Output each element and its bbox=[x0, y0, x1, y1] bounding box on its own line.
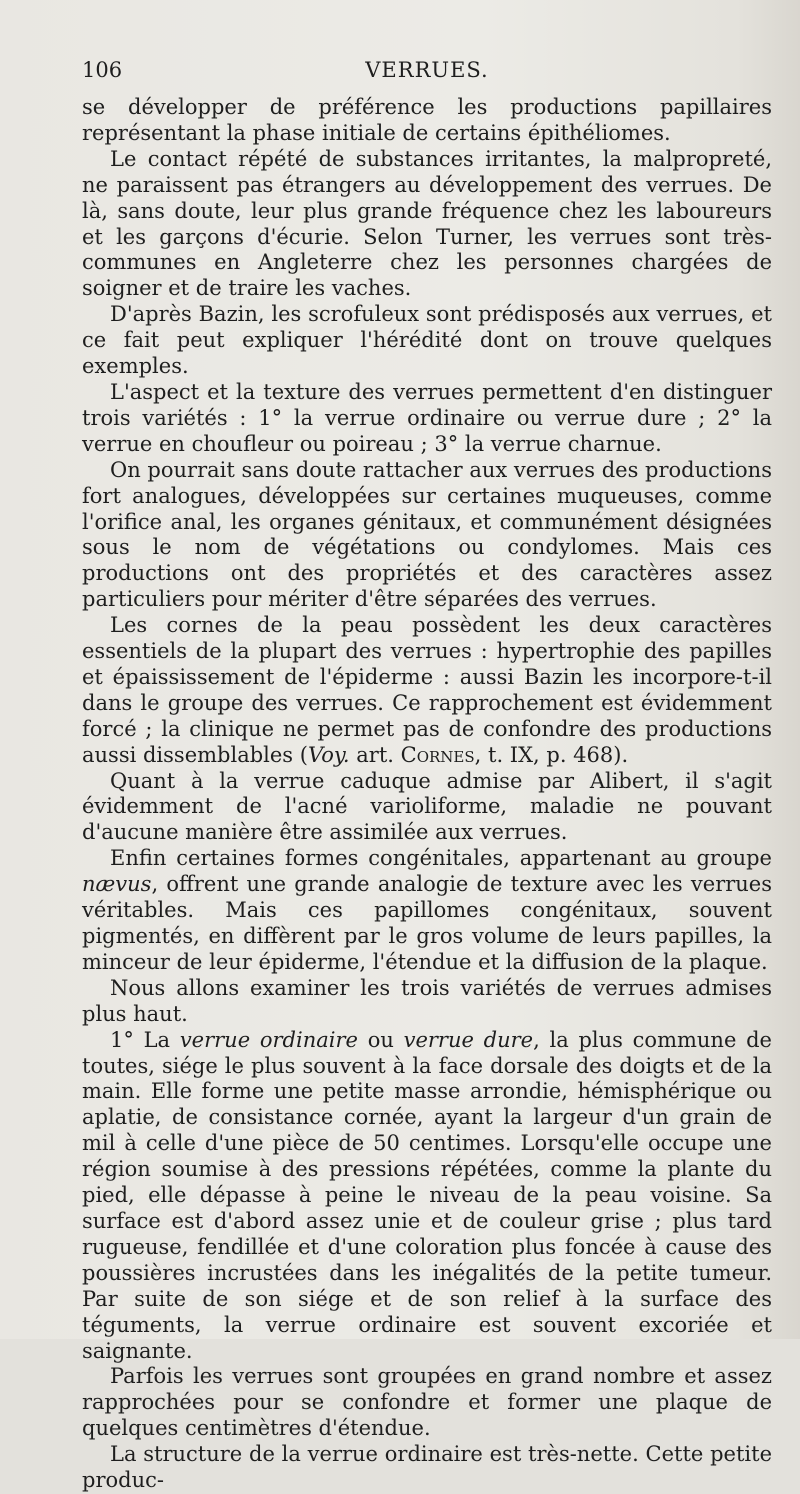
paragraph-text: art. bbox=[349, 742, 401, 767]
italic-term: verrue dure bbox=[403, 1027, 534, 1052]
page-number: 106 bbox=[82, 58, 123, 82]
paragraph: D'après Bazin, les scrofuleux sont prédisposés aux verrues, et ce fait peut expliquer l'hérédité dont on trouve quelques exemples. bbox=[82, 302, 772, 379]
paragraph: On pourrait sans doute rattacher aux verrues des productions fort analogues, développées sur certaines muqueuses, comme l'orifice anal, les organes génitaux, et communément désignées sous le nom de végétations ou condylomes. Mais ces productions ont des propriétés et des caractères assez particuliers pour mériter d'être séparées des verrues. bbox=[82, 457, 772, 612]
paragraph: Nous allons examiner les trois variétés de verrues admises plus haut. bbox=[82, 975, 772, 1026]
paragraph bbox=[82, 613, 772, 768]
paragraph-text: ou bbox=[357, 1027, 404, 1052]
paragraph-text: , offrent une grande analogie de texture avec les verrues véritables. Mais ces papillomes congénitaux, souvent pigmentés, en diffèrent par le gros volume de leurs papilles, la minceur de leur épiderme, l'étendue et la diffusion de la plaque. bbox=[82, 872, 772, 974]
paragraph: se développer de préférence les productions papillaires représentant la phase initiale de certains épithéliomes. bbox=[82, 95, 772, 145]
paragraph bbox=[82, 846, 772, 976]
paragraph-text: 1° La bbox=[110, 1027, 180, 1052]
page-header bbox=[82, 58, 772, 88]
italic-term: nævus bbox=[82, 872, 152, 897]
paragraph-text: , la plus commune de toutes, siége le plus souvent à la face dorsale des doigts et de la main. Elle forme une petite masse arrondie, hémisphérique ou aplatie, de consistance cornée, ayant la largeur d'un grain de mil à celle d'une pièce de 50 centimes. Lorsqu'elle occupe une région soumise à des pressions répétées, comme la plante du pied, elle dépasse à peine le niveau de la peau voisine. Sa surface est d'abord assez unie et de couleur grise ; plus tard rugueuse, fendillée et d'une coloration plus foncée à cause des poussières incrustées dans les inégalités de la petite tumeur. Par suite de son siége et de son relief à la surface des téguments, la verrue ordinaire est souvent excoriée et saignante. bbox=[82, 1027, 772, 1363]
paragraph: Quant à la verrue caduque admise par Alibert, il s'agit évidemment de l'acné varioliforme, maladie ne pouvant d'aucune manière être assimilée aux verrues. bbox=[82, 768, 772, 845]
paragraph-text: Enfin certaines formes congénitales, appartenant au groupe bbox=[110, 846, 772, 871]
paragraph: L'aspect et la texture des verrues permettent d'en distinguer trois variétés : 1° la verrue ordinaire ou verrue dure ; 2° la verrue en choufleur ou poireau ; 3° la verrue charnue. bbox=[82, 379, 772, 456]
italic-term: verrue ordinaire bbox=[179, 1027, 358, 1052]
paragraph: Parfois les verrues sont groupées en grand nombre et assez rapprochées pour se confondre et former une plaque de quelques centimètres d'étendue. bbox=[82, 1364, 772, 1441]
paragraph bbox=[82, 1028, 772, 1365]
running-title: VERRUES. bbox=[365, 58, 489, 82]
cross-reference-article: Cornes bbox=[400, 742, 475, 767]
paragraph-text: Les cornes de la peau possèdent les deux caractères essentiels de la plupart des verrues : hypertrophie des papilles et épaississement de l'épiderme : aussi Bazin les incorpore-t-il dans le groupe des verrues. Ce rapprochement est évidemment forcé ; la clinique ne permet pas de confondre des productions aussi dissemblables ( bbox=[82, 613, 772, 767]
paragraph-text: , t. IX, p. 468). bbox=[474, 742, 629, 767]
paragraph: Le contact répété de substances irritantes, la malpropreté, ne paraissent pas étrangers au développement des verrues. De là, sans doute, leur plus grande fréquence chez les laboureurs et les garçons d'écurie. Selon Turner, les verrues sont très-communes en Angleterre chez les personnes chargées de soigner et de traire les vaches. bbox=[82, 146, 772, 301]
body-text bbox=[82, 95, 772, 1494]
cross-reference-voy: Voy. bbox=[307, 742, 350, 767]
paragraph: La structure de la verrue ordinaire est très-nette. Cette petite produc- bbox=[82, 1442, 772, 1493]
